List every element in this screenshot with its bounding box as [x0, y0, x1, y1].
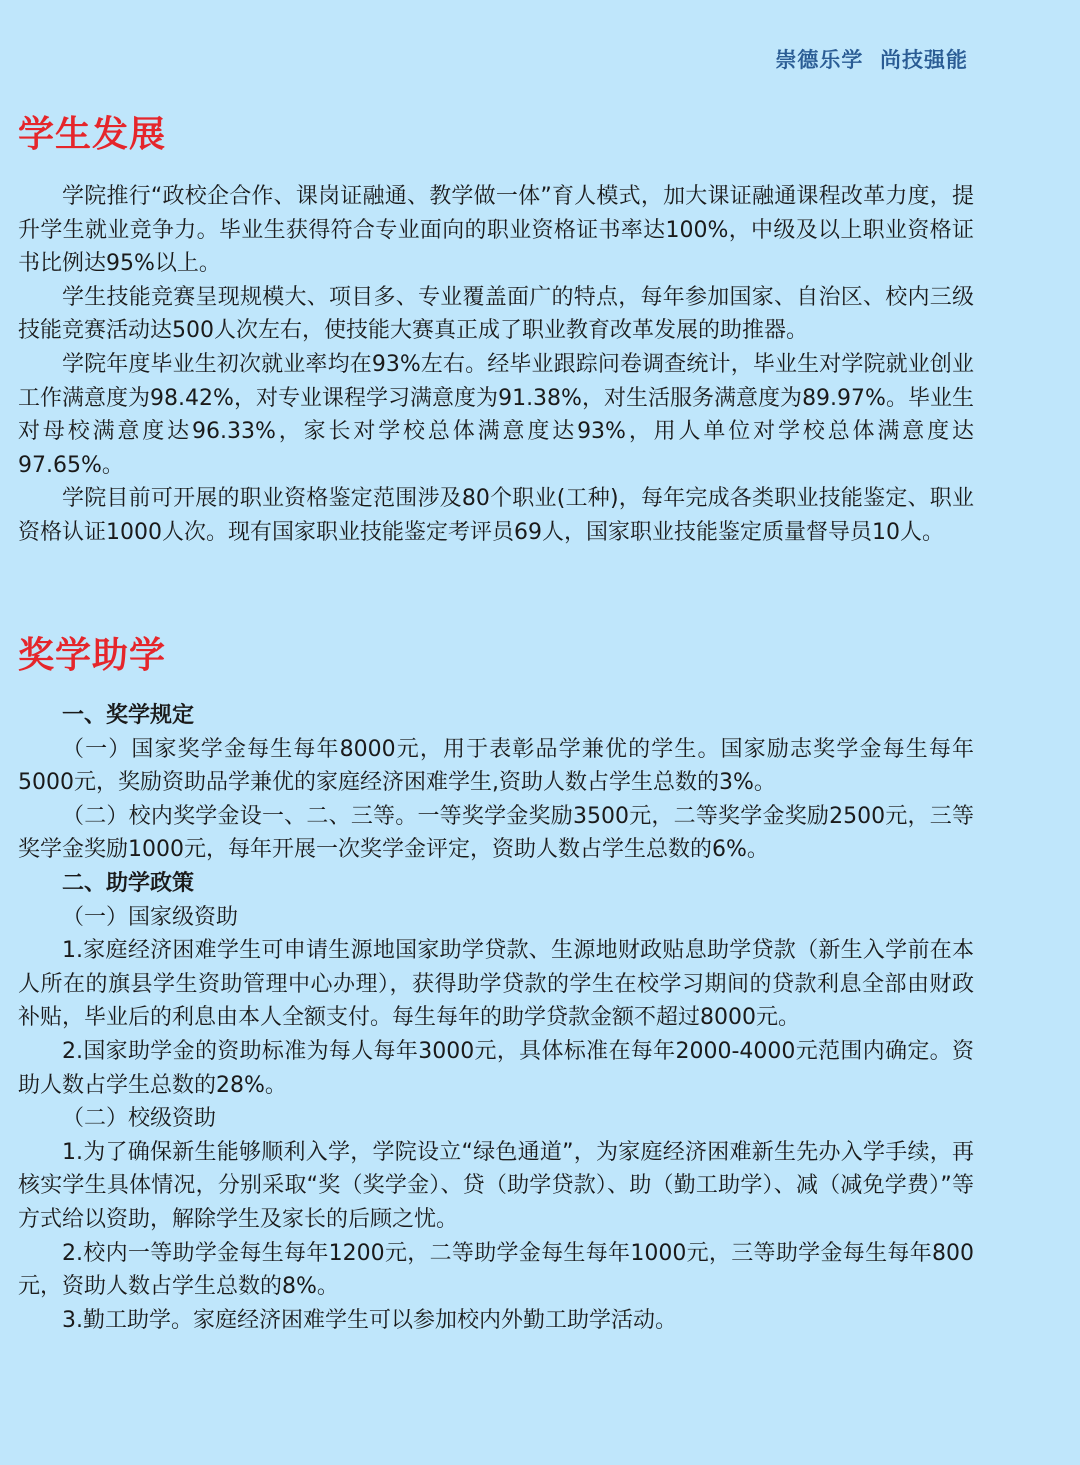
paragraph: 学院推行“政校企合作、课岗证融通、教学做一体”育人模式，加大课证融通课程改革力度，提升学生就业竞争力。毕业生获得符合专业面向的职业资格证书率达100%，中级及以上职业资格证书比例达95%以上。 [18, 184, 974, 277]
motto: 崇德乐学 尚技强能 [775, 48, 968, 72]
student-development-body [18, 180, 974, 550]
paragraph: 学院目前可开展的职业资格鉴定范围涉及80个职业(工种)，每年完成各类职业技能鉴定、职业资格认证1000人次。现有国家职业技能鉴定考评员69人，国家职业技能鉴定质量督导员10人。 [18, 486, 974, 545]
paragraph: 1.家庭经济困难学生可申请生源地国家助学贷款、生源地财政贴息助学贷款（新生入学前在本人所在的旗县学生资助管理中心办理），获得助学贷款的学生在校学习期间的贷款利息全部由财政补贴，毕业后的利息由本人全额支付。每生每年的助学贷款金额不超过8000元。 [18, 938, 974, 1031]
paragraph: 学生技能竞赛呈现规模大、项目多、专业覆盖面广的特点，每年参加国家、自治区、校内三级技能竞赛活动达500人次左右，使技能大赛真正成了职业教育改革发展的助推器。 [18, 284, 974, 344]
paragraph: 学院年度毕业生初次就业率均在93%左右。经毕业跟踪问卷调查统计，毕业生对学院就业创业工作满意度为98.42%，对专业课程学习满意度为91.38%，对生活服务满意度为89.97%。毕业生对母校满意度达96.33%，家长对学校总体满意度达93%，用人单位对学校总体满意度达97.65%。 [18, 351, 974, 478]
subheading-school-aid: （二）校级资助 [62, 1106, 217, 1132]
subheading-national-aid: （一）国家级资助 [62, 904, 239, 930]
section-title-student-development: 学生发展 [18, 114, 167, 155]
paragraph: 2.国家助学金的资助标准为每人每年3000元，具体标准在每年2000-4000元范围内确定。资助人数占学生总数的28%。 [18, 1038, 974, 1098]
section-title-scholarship-aid: 奖学助学 [18, 635, 167, 676]
paragraph: 3.勤工助学。家庭经济困难学生可以参加校内外勤工助学活动。 [62, 1307, 677, 1333]
paragraph: 2.校内一等助学金每生每年1200元，二等助学金每生每年1000元，三等助学金每生每年800元，资助人数占学生总数的8%。 [18, 1240, 974, 1300]
scholarship-aid-body [18, 699, 974, 1337]
paragraph: 1.为了确保新生能够顺利入学，学院设立“绿色通道”，为家庭经济困难新生先办入学手续，再核实学生具体情况，分别采取“奖（奖学金）、贷（助学贷款）、助（勤工助学）、减（减免学费）”等方式给以资助，解除学生及家长的后顾之忧。 [18, 1139, 974, 1232]
subheading-aid-policy: 二、助学政策 [62, 870, 195, 896]
subheading-scholarship-rules: 一、奖学规定 [62, 703, 195, 728]
paragraph: （一）国家奖学金每生每年8000元，用于表彰品学兼优的学生。国家励志奖学金每生每年5000元，奖励资助品学兼优的家庭经济困难学生,资助人数占学生总数的3%。 [18, 736, 974, 796]
paragraph: （二）校内奖学金设一、二、三等。一等奖学金奖励3500元，二等奖学金奖励2500元，三等奖学金奖励1000元，每年开展一次奖学金评定，资助人数占学生总数的6%。 [18, 803, 974, 863]
